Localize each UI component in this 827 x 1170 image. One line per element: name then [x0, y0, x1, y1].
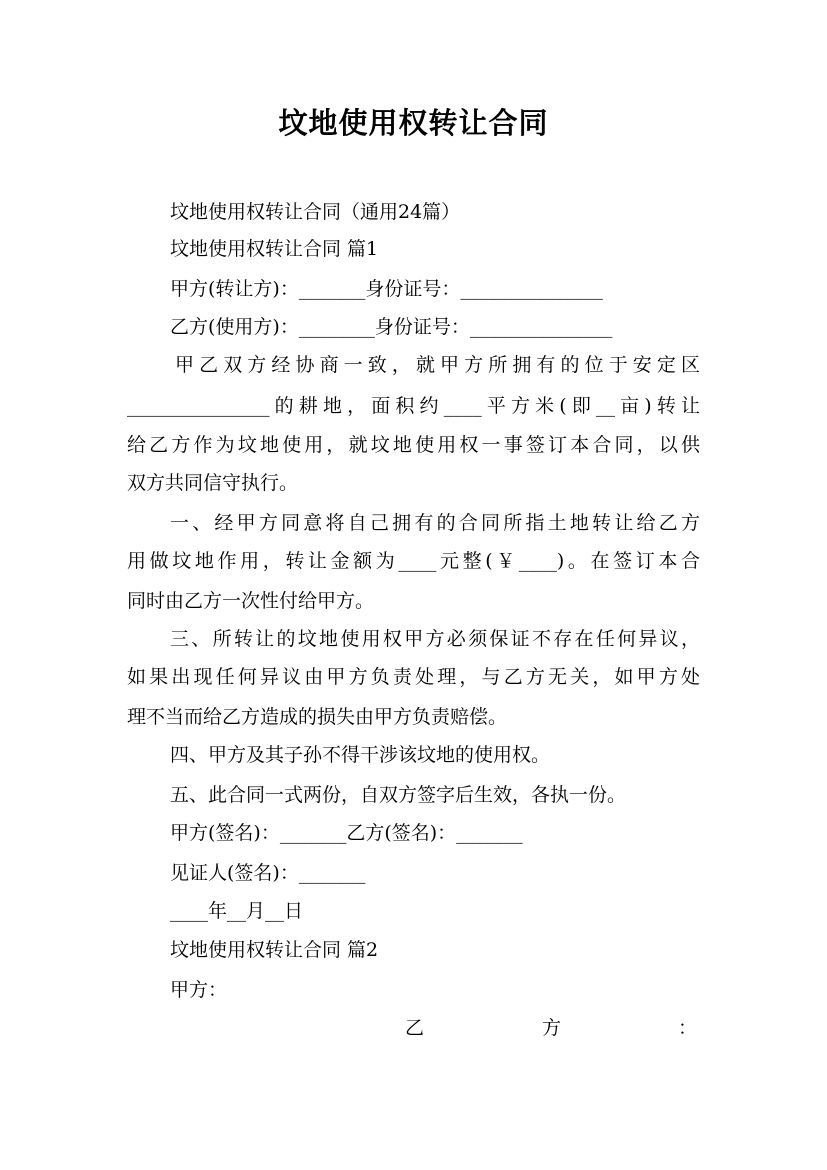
paragraph-line: 理不当而给乙方造成的损失由甲方负责赔偿。 [127, 706, 508, 728]
paragraph-line: 用做坟地作用，转让金额为____元整(￥____)。在签订本合 [127, 550, 700, 572]
paragraph-line: 如果出现任何异议由甲方负责处理，与乙方无关，如甲方处 [127, 666, 700, 688]
section-heading-1: 坟地使用权转让合同 篇1 [170, 238, 379, 260]
party-b-char: 方 [542, 1017, 562, 1039]
paragraph-line: 同时由乙方一次性付给甲方。 [127, 590, 375, 612]
party-b-colon: ： [678, 1017, 698, 1039]
paragraph-line: 一、经甲方同意将自己拥有的合同所指土地转让给乙方 [170, 512, 700, 534]
paragraph-line: 甲乙双方经协商一致，就甲方所拥有的位于安定区 [175, 354, 700, 376]
party-b-char: 乙 [405, 1017, 425, 1039]
paragraph-line: 给乙方作为坟地使用，就坟地使用权一事签订本合同，以供 [127, 434, 700, 456]
document-title: 坟地使用权转让合同 [278, 106, 549, 140]
signature-line: 甲方(签名)：_______乙方(签名)：_______ [170, 822, 523, 844]
witness-line: 见证人(签名)：_______ [170, 862, 366, 884]
document-subtitle: 坟地使用权转让合同（通用24篇） [170, 201, 461, 223]
section2-party-a: 甲方： [170, 979, 228, 1001]
clause-four: 四、甲方及其子孙不得干涉该坟地的使用权。 [170, 744, 551, 766]
section-heading-2: 坟地使用权转让合同 篇2 [170, 939, 379, 961]
clause-five: 五、此合同一式两份，自双方签字后生效，各执一份。 [170, 784, 627, 806]
party-b-line: 乙方(使用方)：________身份证号：_______________ [170, 316, 613, 338]
party-a-line: 甲方(转让方)：_______身份证号：_______________ [170, 278, 603, 300]
paragraph-line: 双方共同信守执行。 [127, 472, 299, 494]
paragraph-line: _______________的耕地，面积约____平方米(即__亩)转让 [127, 395, 700, 417]
date-line: ____年__月__日 [170, 900, 304, 922]
paragraph-line: 三、所转让的坟地使用权甲方必须保证不存在任何异议， [170, 628, 700, 650]
